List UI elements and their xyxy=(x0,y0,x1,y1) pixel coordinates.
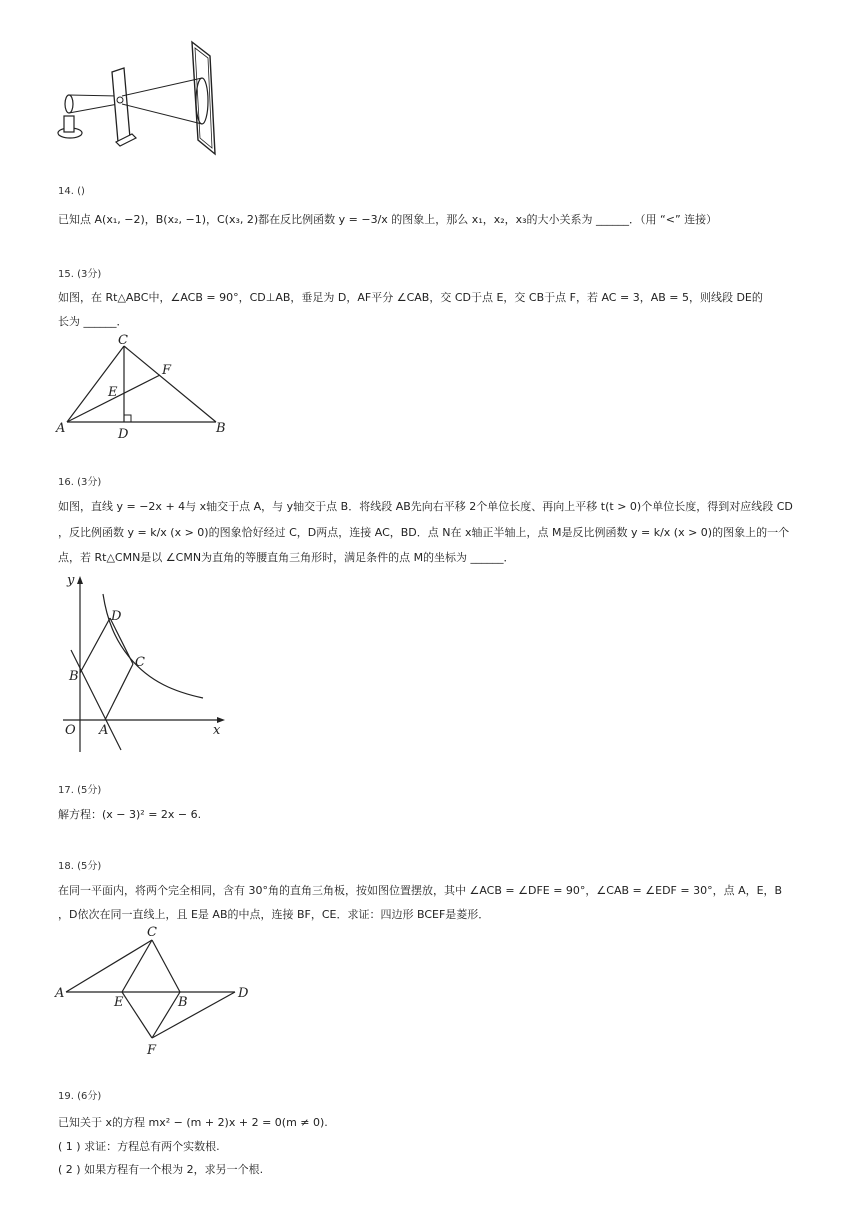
q16-coordinate-figure xyxy=(55,570,235,755)
q16-label-x: x xyxy=(213,723,221,738)
q15-text-line1: 如图，在 Rt△ABC中，∠ACB = 90°，CD⊥AB，垂足为 D，AF平分 ∠CAB，交 CD于点 E，交 CB于点 F，若 AC = 3，AB = 5，则线段 DE的 xyxy=(58,291,763,304)
q15-triangle-figure xyxy=(52,332,237,442)
q18-label-F: F xyxy=(147,1043,157,1058)
q16-label-y: y xyxy=(67,573,75,588)
q16-text-line3: 点，若 Rt△CMN是以 ∠CMN为直角的等腰直角三角形时，满足条件的点 M的坐标为 ______． xyxy=(58,551,515,564)
q18-label-D: D xyxy=(238,986,249,1001)
q16-label-B: B xyxy=(69,669,79,684)
q15-label-E: E xyxy=(108,385,118,400)
q18-label-A: A xyxy=(55,986,65,1001)
q18-label-C: C xyxy=(147,925,157,940)
q16-text-line2: ，反比例函数 y = k/x (x > 0)的图象恰好经过 C，D两点，连接 AC，BD．点 N在 x轴正半轴上，点 M是反比例函数 y = k/x (x > 0)的图象上的一个 xyxy=(58,526,790,539)
q16-text-line1: 如图，直线 y = −2x + 4与 x轴交于点 A，与 y轴交于点 B．将线段 AB先向右平移 2个单位长度、再向上平移 t(t > 0)个单位长度，得到对应线段 CD xyxy=(58,500,793,513)
projector-illustration xyxy=(50,38,225,160)
q18-label-B: B xyxy=(178,995,188,1010)
q15-label-F: F xyxy=(162,363,172,378)
q18-text-line1: 在同一平面内，将两个完全相同，含有 30°角的直角三角板，按如图位置摆放，其中 ∠ACB = ∠DFE = 90°，∠CAB = ∠EDF = 30°，点 A，E，B xyxy=(58,884,783,897)
q16-label-O: O xyxy=(65,723,76,738)
q15-label-C: C xyxy=(118,333,128,348)
q17-text: 解方程：(x − 3)² = 2x − 6. xyxy=(58,808,202,821)
q15-label-D: D xyxy=(118,427,129,442)
q16-label-C: C xyxy=(135,655,145,670)
q16-label-D: D xyxy=(111,609,122,624)
q19-text-line2: ( 1 ) 求证：方程总有两个实数根. xyxy=(58,1140,220,1153)
q19-text-line3: ( 2 ) 如果方程有一个根为 2，求另一个根. xyxy=(58,1163,264,1176)
q18-rhombus-figure xyxy=(52,922,257,1062)
q14-header: 14. () xyxy=(58,186,85,197)
q16-label-A: A xyxy=(99,723,109,738)
q15-label-A: A xyxy=(56,421,66,436)
q15-label-B: B xyxy=(216,421,226,436)
q16-header: 16. (3分) xyxy=(58,477,102,488)
q18-text-line2: ，D依次在同一直线上，且 E是 AB的中点，连接 BF，CE．求证：四边形 BCEF是菱形． xyxy=(58,908,490,921)
q15-header: 15. (3分) xyxy=(58,269,102,280)
q19-text-line1: 已知关于 x的方程 mx² − (m + 2)x + 2 = 0(m ≠ 0). xyxy=(58,1116,328,1129)
q18-label-E: E xyxy=(114,995,124,1010)
q14-text: 已知点 A(x₁, −2)，B(x₂, −1)，C(x₃, 2)都在反比例函数 y = −3/x 的图象上，那么 x₁，x₂，x₃的大小关系为 ______．（用 “<” 连接） xyxy=(58,213,718,226)
q18-header: 18. (5分) xyxy=(58,861,102,872)
q15-text-line2: 长为 ______． xyxy=(58,315,128,328)
q19-header: 19. (6分) xyxy=(58,1091,102,1102)
q17-header: 17. (5分) xyxy=(58,785,102,796)
